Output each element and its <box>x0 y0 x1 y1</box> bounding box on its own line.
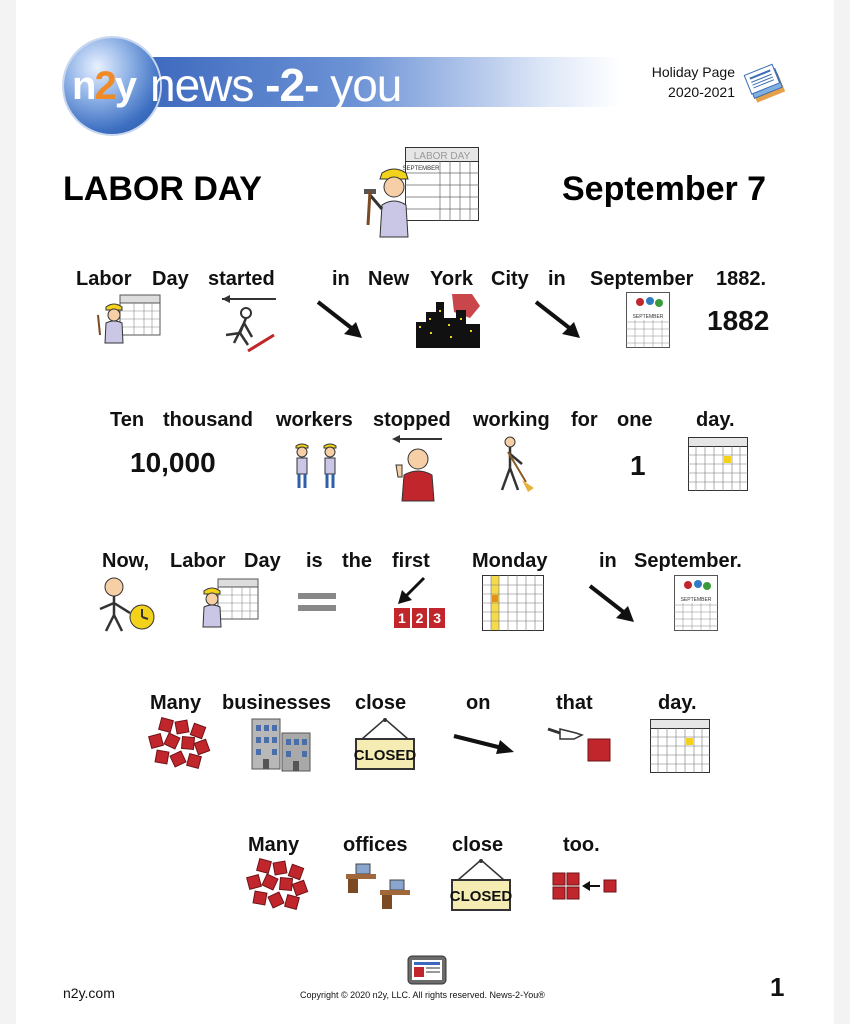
offices-desks-icon <box>344 862 410 910</box>
workers-icon <box>290 440 346 490</box>
word-many: Many <box>150 692 202 714</box>
labor-day-symbol-icon <box>190 577 260 629</box>
word-september-2: September. <box>634 550 742 572</box>
number-box: 3 <box>429 608 445 628</box>
arrow-down-right-icon <box>532 298 584 342</box>
arrow-right-icon <box>452 730 516 756</box>
labor-day-symbol-icon <box>92 293 162 345</box>
word-1882: 1882. <box>716 268 767 290</box>
stopped-person-icon <box>388 435 446 501</box>
word-in-3: in <box>599 550 617 572</box>
working-sweeper-icon <box>496 434 536 492</box>
many-squares-icon <box>244 858 308 912</box>
first-arrow-icon <box>396 576 426 606</box>
word-started: started <box>208 268 275 290</box>
svg-text:SEPTEMBER: SEPTEMBER <box>680 597 712 603</box>
word-day: Day <box>152 268 189 290</box>
word-new: New <box>368 268 410 290</box>
word-day-3: Day <box>244 550 281 572</box>
year-1882-number: 1882 <box>707 305 770 336</box>
day-calendar-icon <box>650 719 710 773</box>
that-pointing-hand-icon <box>546 725 612 765</box>
businesses-buildings-icon <box>250 717 312 773</box>
holiday-date: September 7 <box>562 170 767 208</box>
word-in: in <box>332 268 350 290</box>
arrow-down-right-icon <box>314 298 366 342</box>
site-url: n2y.com <box>63 985 115 1001</box>
word-is: is <box>306 550 323 572</box>
worker-with-hammer-icon <box>362 165 422 240</box>
arrow-down-right-icon <box>586 582 638 626</box>
holiday-page-text: Holiday Page <box>651 64 735 80</box>
september-calendar-icon <box>626 292 670 348</box>
closed-sign-icon <box>450 858 512 912</box>
word-city: City <box>491 268 529 290</box>
word-on: on <box>466 692 491 714</box>
too-add-squares-icon <box>552 872 618 902</box>
word-york: York <box>430 268 473 290</box>
number-boxes-123 <box>394 608 445 628</box>
word-close-2: close <box>452 834 504 856</box>
page-number: 1 <box>770 972 785 1002</box>
word-many-2: Many <box>248 834 300 856</box>
svg-text:CLOSED: CLOSED <box>449 888 513 905</box>
word-day-4: day. <box>658 692 697 714</box>
svg-text:SEPTEMBER: SEPTEMBER <box>402 166 440 172</box>
logo-mark: n2y <box>72 64 135 108</box>
number-one: 1 <box>630 450 646 481</box>
new-york-city-skyline-icon <box>414 292 482 348</box>
word-ten: Ten <box>110 409 145 431</box>
brand-name: news -2- you <box>150 59 402 111</box>
word-working: working <box>473 409 550 431</box>
word-in-2: in <box>548 268 566 290</box>
started-runner-icon <box>208 293 283 353</box>
number-box: 1 <box>394 608 410 628</box>
september-calendar-icon <box>674 575 718 631</box>
holiday-label <box>625 62 735 102</box>
word-that: that <box>556 692 593 714</box>
newspaper-stack-icon <box>745 60 787 108</box>
svg-text:LABOR DAY: LABOR DAY <box>413 151 471 162</box>
word-one: one <box>617 409 653 431</box>
closed-sign-icon <box>354 717 416 771</box>
day-calendar-icon <box>688 437 748 491</box>
word-first: first <box>392 550 430 572</box>
svg-text:SEPTEMBER: SEPTEMBER <box>632 314 664 320</box>
word-monday: Monday <box>472 550 548 572</box>
word-the: the <box>342 550 372 572</box>
word-labor: Labor <box>76 268 132 290</box>
equals-icon <box>298 593 336 613</box>
word-september: September <box>590 268 694 290</box>
holiday-title: LABOR DAY <box>63 170 262 208</box>
word-businesses: businesses <box>222 692 331 714</box>
number-10000: 10,000 <box>130 447 216 478</box>
word-stopped: stopped <box>373 409 451 431</box>
svg-text:CLOSED: CLOSED <box>353 747 417 764</box>
word-offices: offices <box>343 834 408 856</box>
copyright-text: Copyright © 2020 n2y, LLC. All rights reserved. News-2-You® <box>300 990 545 1000</box>
word-too: too. <box>563 834 600 856</box>
word-now: Now, <box>102 550 150 572</box>
monday-calendar-icon <box>482 575 544 631</box>
word-close: close <box>355 692 407 714</box>
word-for: for <box>571 409 598 431</box>
number-box: 2 <box>412 608 428 628</box>
word-workers: workers <box>276 409 353 431</box>
word-thousand: thousand <box>163 409 253 431</box>
word-labor-2: Labor <box>170 550 226 572</box>
many-squares-icon <box>146 717 210 771</box>
tablet-icon <box>407 955 447 985</box>
word-day-2: day. <box>696 409 735 431</box>
now-person-clock-icon <box>96 575 158 633</box>
school-year-text: 2020-2021 <box>668 84 735 100</box>
